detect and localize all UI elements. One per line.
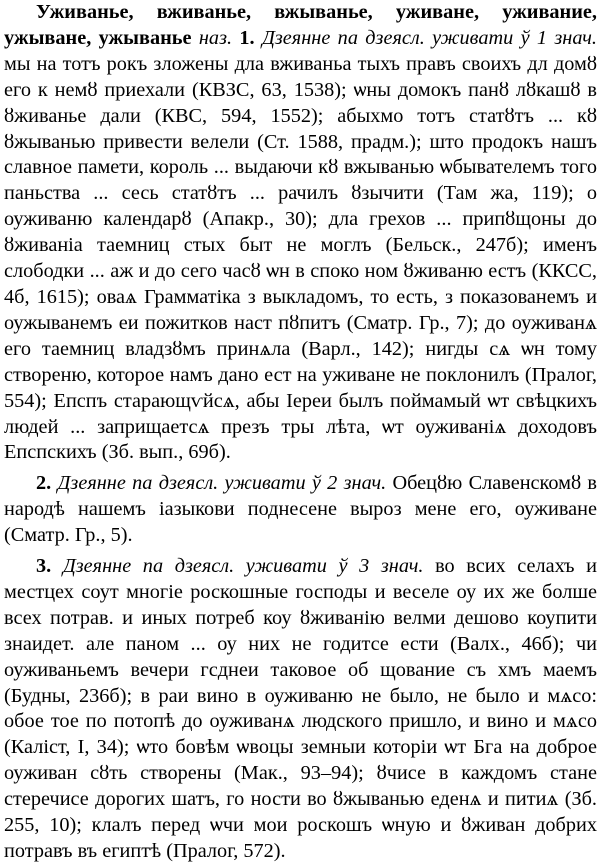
sense-definition: Дзеянне па дзеясл. уживати ў 3 знач.	[62, 555, 424, 578]
sense-3-paragraph	[4, 554, 597, 865]
sense-definition: Дзеянне па дзеясл. уживати ў 1 знач.	[261, 26, 597, 49]
sense-number: 2.	[36, 472, 52, 495]
sense-2-paragraph	[4, 471, 597, 549]
sense-definition: Дзеянне па дзеясл. уживати ў 2 знач.	[57, 472, 387, 495]
sense-1-paragraph	[4, 0, 597, 466]
sense-citations: во всих селахъ и местцех соут многіе роскошные господы и веселе оу их же болше всех потрав. и иных потреб коу ȣживанію велми дешово коупити знаидет. але паном ... оу них не годитсе ести (Валх., 46б); чи оуживаньемъ вечери гсднеи таковое об щование съ хмъ маемъ (Будны, 236б); в раи вино в оуживаню не было, не было и мѧсо: обое тое по потопѣ до оуживанѧ людского пришло, и вино и мѧсо (Каліст, I, 34); ѡто бовѣм ѡвоцы земныи которіи ѡт Бга на доброе оуживан сȣть створены (Мак., 93–94); ȣчисе в каждомъ стане стеречисе дорогих шатъ, го ности во ȣжыванью еденѧ и питиѧ (Зб. 255, 10); клалъ перед ѡчи мои роскошъ ѡную и ȣживан добрих потравъ въ египтѣ (Пралог, 572).	[4, 555, 597, 862]
sense-citations: Обецȣю Славенскомȣ в народѣ нашемъ іазыкови поднесене выроз мене его, оуживане (Сматр. Гр., 5).	[4, 472, 597, 547]
part-of-speech: наз.	[198, 26, 233, 49]
sense-number: 3.	[36, 555, 52, 578]
headword: Уживанье, вживанье, вжыванье, уживане, уживание, ужыване, ужыванье	[4, 1, 597, 49]
sense-number: 1.	[239, 26, 255, 49]
sense-citations: мы на тотъ рокъ зложены дла вживаньа тыхъ правъ своихъ дл домȣ его к немȣ приехали (КВЗС, 63, 1538); ѡны домокъ панȣ лȣкашȣ в ȣживанье дали (КВС, 594, 1552); абыхмо тотъ статȣтъ ... кȣ ȣжыванью привести велели (Ст. 1588, прадм.); што продокъ нашъ славное памети, король ... выдаючи кȣ вжыванью ѡбывателемъ того паньства ... сесь статȣтъ ... рачилъ ȣзычити (Там жа, 119); о оуживаню календарȣ (Апакр., 30); дла грехов ... припȣщоны до ȣживаніа таемниц стых быт не моглъ (Бельск., 247б); именъ слободки ... аж и до сего часȣ ѡн в споко ном ȣживаню естъ (ККСС, 4б, 1615); оваѧ Грамматіка з выкладомъ, то есть, з показованемъ и оужыванемъ еи пожитков наст пȣпитъ (Сматр. Гр., 7); до оуживанѧ его таемниц владзȣмъ принѧла (Варл., 142); нигды сѧ ѡн тому створеню, которое намъ дано ест на уживане не поклонилъ (Пралог, 554); Епспъ старающѵйсѧ, абы Іереи былъ поймамый ѡт свѣцкихъ людей ... заприщаетсѧ презъ тры лѣта, ѡт оуживаніѧ доходовъ Епспскихъ (Зб. вып., 69б).	[4, 52, 597, 464]
